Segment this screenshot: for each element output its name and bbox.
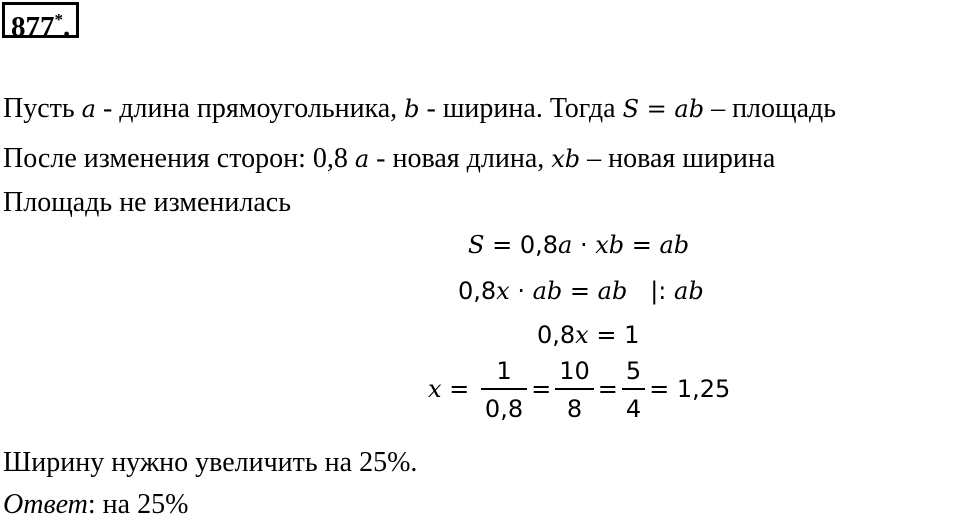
variable-a: a (81, 95, 96, 123)
equation-2 (458, 274, 704, 308)
math-text: · (572, 231, 596, 259)
math-text: = 0,8 (484, 231, 558, 259)
math-text: = (531, 375, 552, 403)
math-text: · (509, 277, 533, 305)
statement-line-2 (3, 142, 775, 176)
math-text: = (562, 277, 598, 305)
problem-star: * (54, 10, 63, 29)
text-segment: – новая ширина (580, 143, 776, 174)
math-text: = 1 (588, 321, 640, 349)
fraction-denominator: 0,8 (484, 395, 524, 423)
text-segment: - длина прямоугольника, (95, 93, 405, 124)
math-text: = (597, 375, 618, 403)
math-text: = (441, 375, 477, 403)
answer-label: Ответ (3, 489, 88, 520)
math-var: x (496, 277, 510, 305)
text-segment: Пусть (3, 93, 82, 124)
math-text: |: (627, 277, 675, 305)
fraction-1 (481, 356, 527, 424)
fraction-numerator: 1 (496, 357, 512, 385)
answer-line (3, 488, 188, 522)
text-segment: После изменения сторон: 0,8 (3, 143, 355, 174)
math-var: ab (674, 277, 704, 305)
math-var: a (558, 231, 573, 259)
text-segment: – площадь (704, 93, 837, 124)
equation-3 (537, 318, 639, 352)
conclusion-line: Ширину нужно увеличить на 25%. (3, 447, 418, 478)
math-var: ab (597, 277, 628, 305)
math-var: x (575, 321, 589, 349)
variable-a: a (354, 145, 370, 173)
math-var: ab (532, 277, 563, 305)
variable-b: b (404, 95, 420, 123)
fraction-bar (555, 388, 594, 390)
fraction-denominator: 8 (566, 395, 583, 423)
problem-number: 877 (11, 11, 55, 43)
text-segment: - новая длина, (369, 143, 552, 174)
fraction-denominator: 4 (625, 395, 642, 423)
problem-dot: . (63, 11, 71, 43)
math-var: x (428, 375, 442, 403)
text-segment: - ширина. Тогда (419, 93, 623, 124)
area-formula: S = ab (622, 95, 705, 123)
math-var: ab (659, 231, 690, 259)
equation-4 (428, 356, 730, 424)
fraction-2 (555, 356, 594, 424)
fraction-numerator: 5 (625, 357, 642, 385)
equation-1 (468, 228, 689, 262)
statement-line-1 (3, 92, 836, 126)
math-text: 0,8 (458, 277, 497, 305)
fraction-3 (622, 356, 645, 424)
statement-line-3: Площадь не изменилась (3, 187, 291, 218)
variable-xb: xb (551, 145, 581, 173)
math-var: S (468, 231, 485, 259)
fraction-numerator: 10 (559, 357, 590, 385)
fraction-bar (481, 388, 527, 390)
answer-value: : на 25% (87, 489, 189, 520)
math-text: = 1,25 (649, 375, 731, 403)
math-text: = (624, 231, 660, 259)
math-var: xb (595, 231, 625, 259)
fraction-bar (622, 388, 645, 390)
math-text: 0,8 (537, 321, 576, 349)
problem-number-box (2, 2, 79, 43)
